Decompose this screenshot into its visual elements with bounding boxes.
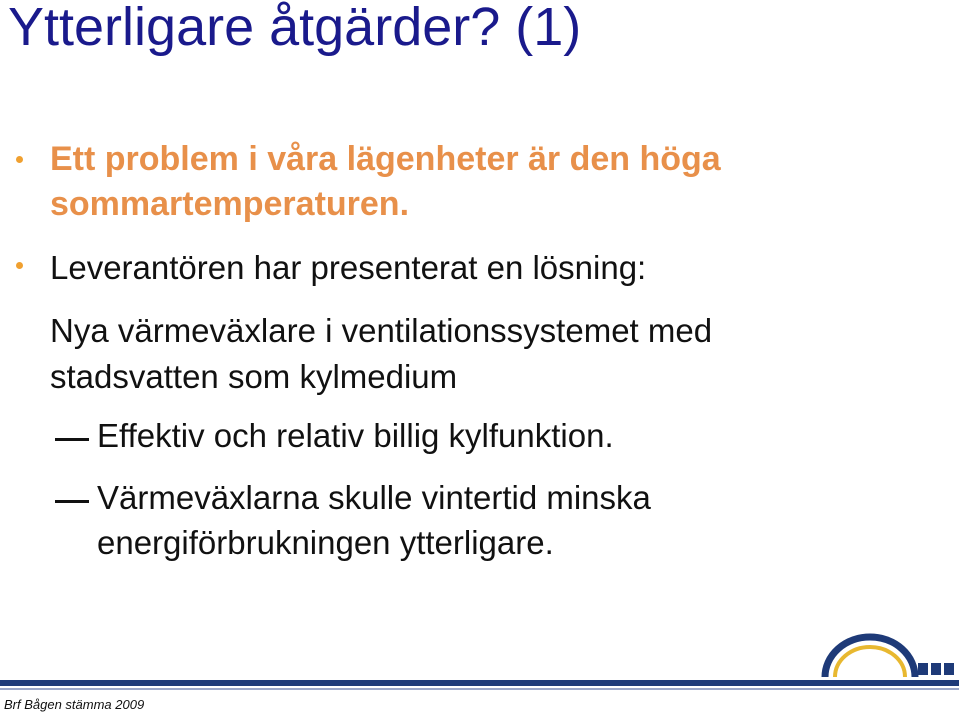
bagen-logo-icon <box>815 627 955 679</box>
bullet-line: Leverantören har presenterat en lösning: <box>50 249 647 286</box>
footer-text: Brf Bågen stämma 2009 <box>4 697 145 712</box>
paragraph-line: stadsvatten som kylmedium <box>50 358 458 395</box>
sub-item-line: Effektiv och relativ billig kylfunktion. <box>97 417 614 454</box>
solution-paragraph <box>50 308 712 400</box>
sub-item-energy <box>97 475 651 565</box>
bullet-summer-temperature <box>50 137 721 227</box>
bullet-supplier-solution <box>50 245 646 290</box>
paragraph-line: Nya värmeväxlare i ventilationssystemet med <box>50 312 713 349</box>
sub-item-effective <box>97 413 614 458</box>
sub-item-line: Värmeväxlarna skulle vintertid minska <box>97 479 651 516</box>
sub-item-line: energiförbrukningen ytterligare. <box>97 524 554 561</box>
slide-title: Ytterligare åtgärder? (1) <box>8 0 582 57</box>
dash-icon <box>55 500 89 503</box>
bullet-line: Ett problem i våra lägenheter är den höga <box>50 140 721 178</box>
footer-bar-thin <box>0 688 959 690</box>
footer-bar <box>0 680 959 686</box>
dash-icon <box>55 438 89 441</box>
bullet-line: sommartemperaturen. <box>50 185 410 223</box>
bullet-dot-icon <box>16 156 23 163</box>
bullet-dot-icon <box>16 262 23 269</box>
